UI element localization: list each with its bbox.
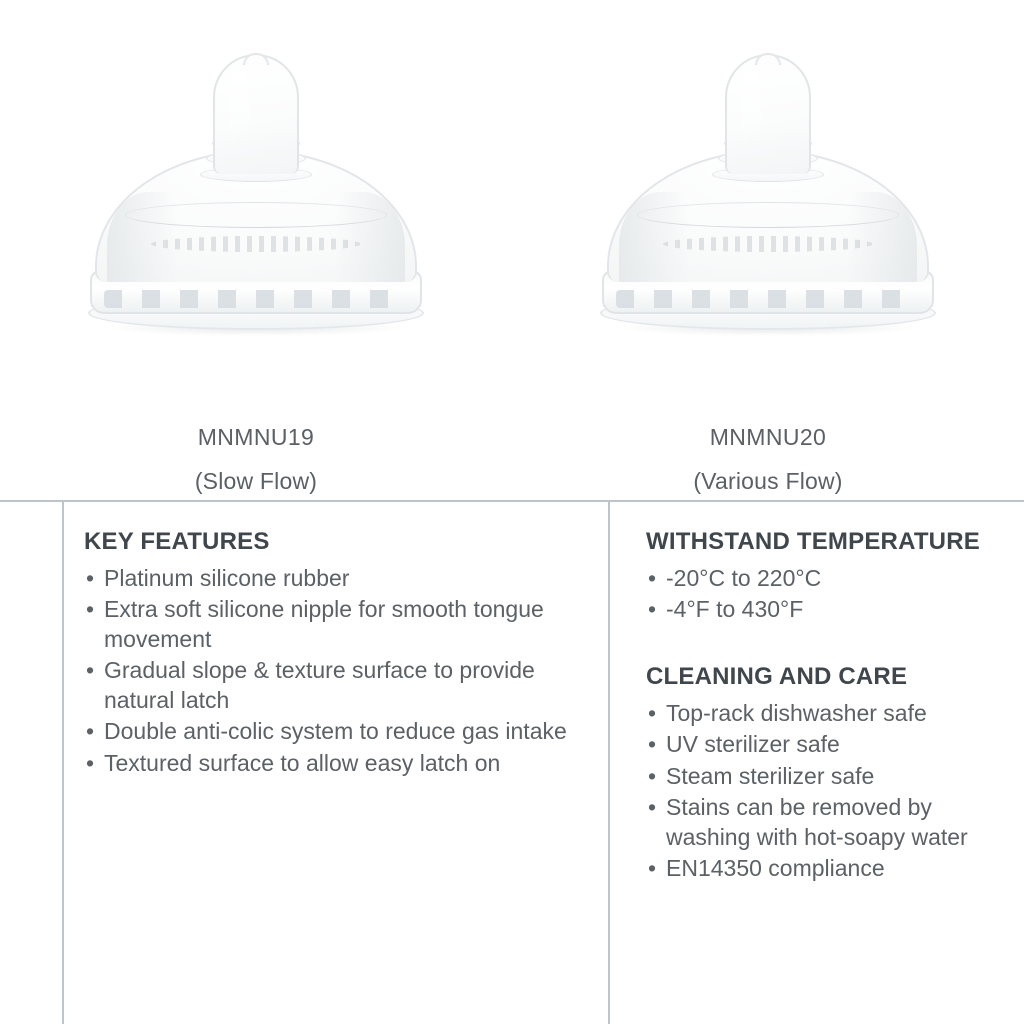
nipple-image-1 [76,48,436,336]
left-gutter [0,502,62,1024]
withstand-temperature-heading: WITHSTAND TEMPERATURE [646,528,980,555]
list-item: • -4°F to 430°F [646,595,1006,624]
dome-ridge [125,202,387,228]
list-item: • EN14350 compliance [646,854,1006,883]
list-item: • Platinum silicone rubber [84,564,590,593]
nipple-tip [213,54,299,174]
product-2 [512,0,1024,500]
product-1 [0,0,512,500]
product-1-caption [195,420,317,500]
list-item: • Textured surface to allow easy latch on [84,749,590,778]
nipple-image-2 [588,48,948,336]
cleaning-and-care-heading: CLEANING AND CARE [646,662,908,690]
dome-embossed-text [151,236,361,252]
product-1-flow: (Slow Flow) [194,468,318,495]
list-item: • Stains can be removed by washing with hot-soapy water [646,793,1006,852]
dome-ridge [637,202,899,228]
list-item: • Top-rack dishwasher safe [646,699,1006,728]
product-image-row [0,0,1024,500]
dome-embossed-text [663,236,873,252]
nipple-nub [755,53,781,65]
list-item: • UV sterilizer safe [646,730,1006,759]
base-notches [104,290,408,308]
nipple-nub [243,53,269,65]
product-2-flow: (Various Flow) [693,468,843,495]
nipple-highlight [743,70,759,132]
key-features-list [84,564,590,778]
key-features-heading: KEY FEATURES [84,528,270,555]
product-1-code: MNMNU19 [197,423,315,450]
product-2-code: MNMNU20 [709,423,827,450]
temperature-list [646,564,1006,625]
product-2-caption [693,420,842,500]
nipple-tip [725,54,811,174]
specification-table [0,500,1024,1024]
key-features-column [64,502,608,1024]
list-item: • Extra soft silicone nipple for smooth tongue movement [84,595,590,654]
list-item: • Double anti-colic system to reduce gas intake [84,717,590,746]
list-item: • -20°C to 220°C [646,564,1006,593]
nipple-highlight [231,70,247,132]
temperature-and-care-column [610,502,1024,1024]
cleaning-list [646,699,1006,884]
list-item: • Gradual slope & texture surface to provide natural latch [84,656,590,715]
list-item: • Steam sterilizer safe [646,762,1006,791]
base-notches [616,290,920,308]
